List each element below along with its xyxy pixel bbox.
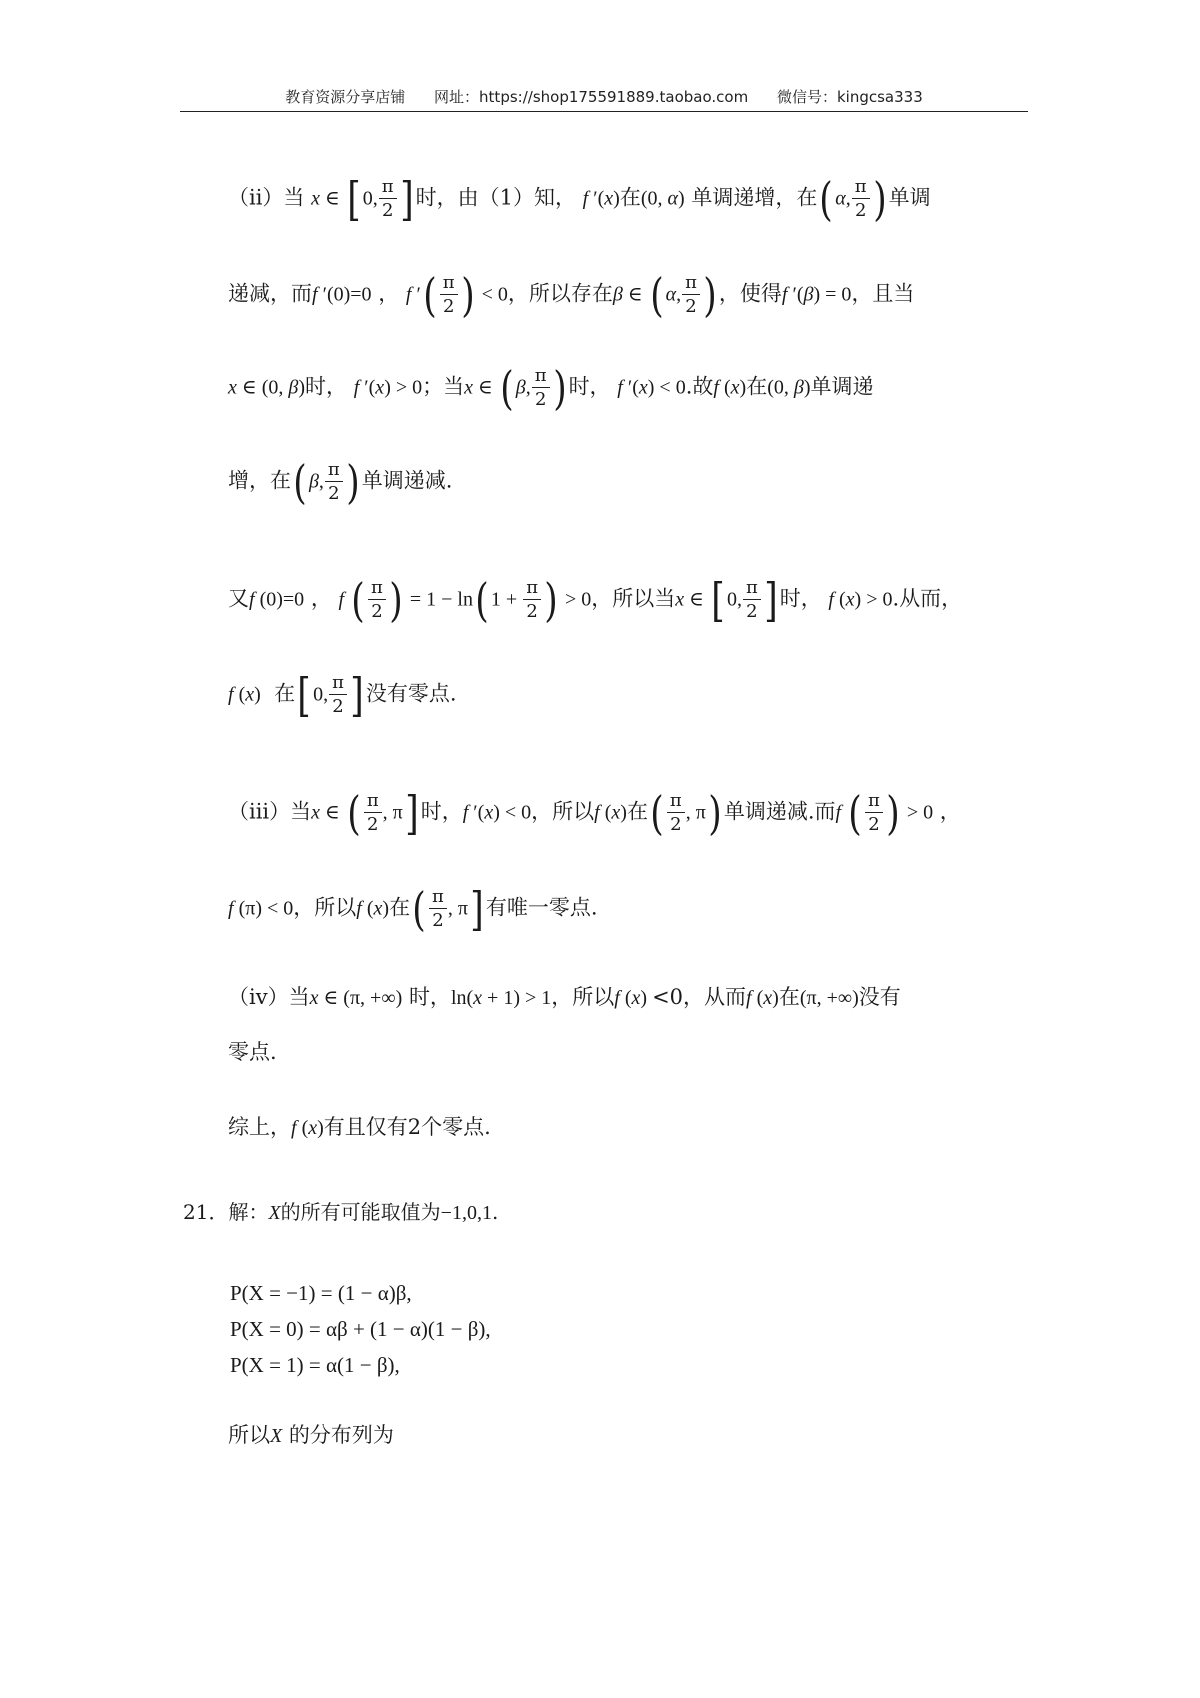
site-info [434, 88, 748, 106]
t: 的所有可能取值为 [280, 1200, 441, 1224]
t: 时， [408, 985, 451, 1009]
t: 增，在 [228, 468, 291, 493]
distribution-intro: 所以X 的分布列为 [228, 1423, 394, 1447]
t: 的分布列为 [282, 1423, 394, 1447]
t: 单调 [888, 185, 931, 210]
t: ，所以存在 [507, 281, 613, 306]
site-label: 网址： [434, 88, 480, 106]
values: −1,0,1 [440, 1202, 492, 1224]
iii-label: （iii）当 [228, 799, 312, 824]
t: 时， [305, 374, 347, 399]
t: 在 [389, 895, 411, 920]
t: 递减，而 [228, 281, 312, 306]
prob-line-2: P(X = 0) = αβ + (1 − α)(1 − β), [230, 1317, 491, 1341]
ii-label: （ii）当 [228, 185, 305, 210]
t: 又 [228, 586, 249, 611]
t: 时， [568, 374, 611, 399]
t: ，所以 [551, 985, 615, 1009]
wechat-label: 微信号： [776, 88, 837, 106]
t: 单调递减.而 [723, 799, 836, 824]
conclusion: 综上，f (x)有且仅有2个零点. [228, 1115, 491, 1139]
shop-name: 教育资源分享店铺 [285, 88, 406, 106]
para-iv-line2 [228, 1037, 277, 1067]
para-ii-line6: f (x) 在[ 0, $\frac{\pi}{2}$ ] 没有零点. [228, 668, 457, 722]
t: ，所以 [293, 895, 357, 920]
wechat-id: kingcsa333 [836, 88, 923, 106]
para-iii-line1: （iii）当x ∈ ( $\frac{\pi}{2}$ , π] 时，f ′(x) < 0，所以f (x)在( $\frac{\pi}{2}$ , π) 单调递减.而f ( $\frac{\pi}{2}$ ) > 0 ， [228, 786, 961, 840]
page-header [180, 86, 1028, 107]
t: 没有零点. [365, 681, 457, 706]
t: 单调递减. [361, 468, 453, 493]
para-ii-line3: x ∈ (0, β)时， f ′(x) > 0；当x ∈ ( β, $\frac{\pi}{2}$ ) 时， f ′(x) < 0.故f (x)在(0, β)单调递 [228, 361, 874, 415]
t: 在 [778, 985, 800, 1009]
question-21: 21．解：X的所有可能取值为−1,0,1. [183, 1200, 499, 1224]
prob-line-1: P(X = −1) = (1 − α)β, [230, 1281, 412, 1305]
t: .从而， [892, 586, 963, 611]
para-iv-line1: （iv）当x ∈ (π, +∞) 时，ln(x + 1) > 1，所以f (x) <0，从而f (x)在(π, +∞)没有 [228, 985, 901, 1009]
t: 没有 [858, 985, 901, 1009]
t: ，所以当 [591, 586, 676, 611]
t: 在 [626, 799, 648, 824]
para-iii-line2: f (π) < 0，所以f (x)在( $\frac{\pi}{2}$ , π] 有唯一零点. [228, 882, 598, 936]
wechat-info [777, 88, 923, 106]
t: ，所以 [531, 799, 595, 824]
t: 单调递 [810, 374, 874, 399]
iv-label: （iv）当 [228, 985, 310, 1009]
t: 有唯一零点. [485, 895, 598, 920]
t: .故 [685, 374, 714, 399]
t: 解： [228, 1200, 269, 1224]
t: 零点. [228, 1040, 277, 1064]
t: 在 [619, 185, 641, 210]
t: 单调递增，在 [691, 185, 818, 210]
para-ii-line1: （ii）当 x ∈ [ 0, $\frac{\pi}{2}$ ] 时，由（1）知， f ′(x)在(0, α) 单调递增，在( α, $\frac{\pi}{2}$ ) 单调 [228, 172, 931, 226]
t: ；当 [422, 374, 465, 399]
t: 在 [274, 681, 296, 706]
para-ii-line5: 又f (0)=0 ， f ( $\frac{\pi}{2}$ ) = 1 − ln( 1 + $\frac{\pi}{2}$ ) > 0，所以当x ∈ [ 0, $\frac{\pi}{2}$ ] 时， f (x) > 0.从而， [228, 573, 963, 627]
t: 时，由（1）知， [415, 185, 576, 210]
para-ii-line2: 递减，而f ′(0)=0 ， f ′( $\frac{\pi}{2}$ ) < 0，所以存在β ∈ ( α, $\frac{\pi}{2}$ ) ，使得f ′(β) = 0，且当 [228, 268, 915, 322]
question-number: 21． [183, 1200, 229, 1224]
t: 时， [420, 799, 463, 824]
site-url[interactable]: https://shop175591889.taobao.com [479, 88, 749, 106]
t: 在 [746, 374, 768, 399]
header-rule [180, 111, 1028, 112]
t: 有且仅有2个零点. [323, 1115, 491, 1139]
t: 时， [779, 586, 822, 611]
t: ，使得 [718, 281, 782, 306]
t: <0，从而 [652, 985, 747, 1009]
para-ii-line4: 增，在( β, $\frac{\pi}{2}$ ) 单调递减. [228, 455, 453, 509]
prob-line-3: P(X = 1) = α(1 − β), [230, 1353, 400, 1377]
t: 综上， [228, 1115, 291, 1139]
t: ，且当 [851, 281, 915, 306]
t: 所以 [228, 1423, 270, 1447]
